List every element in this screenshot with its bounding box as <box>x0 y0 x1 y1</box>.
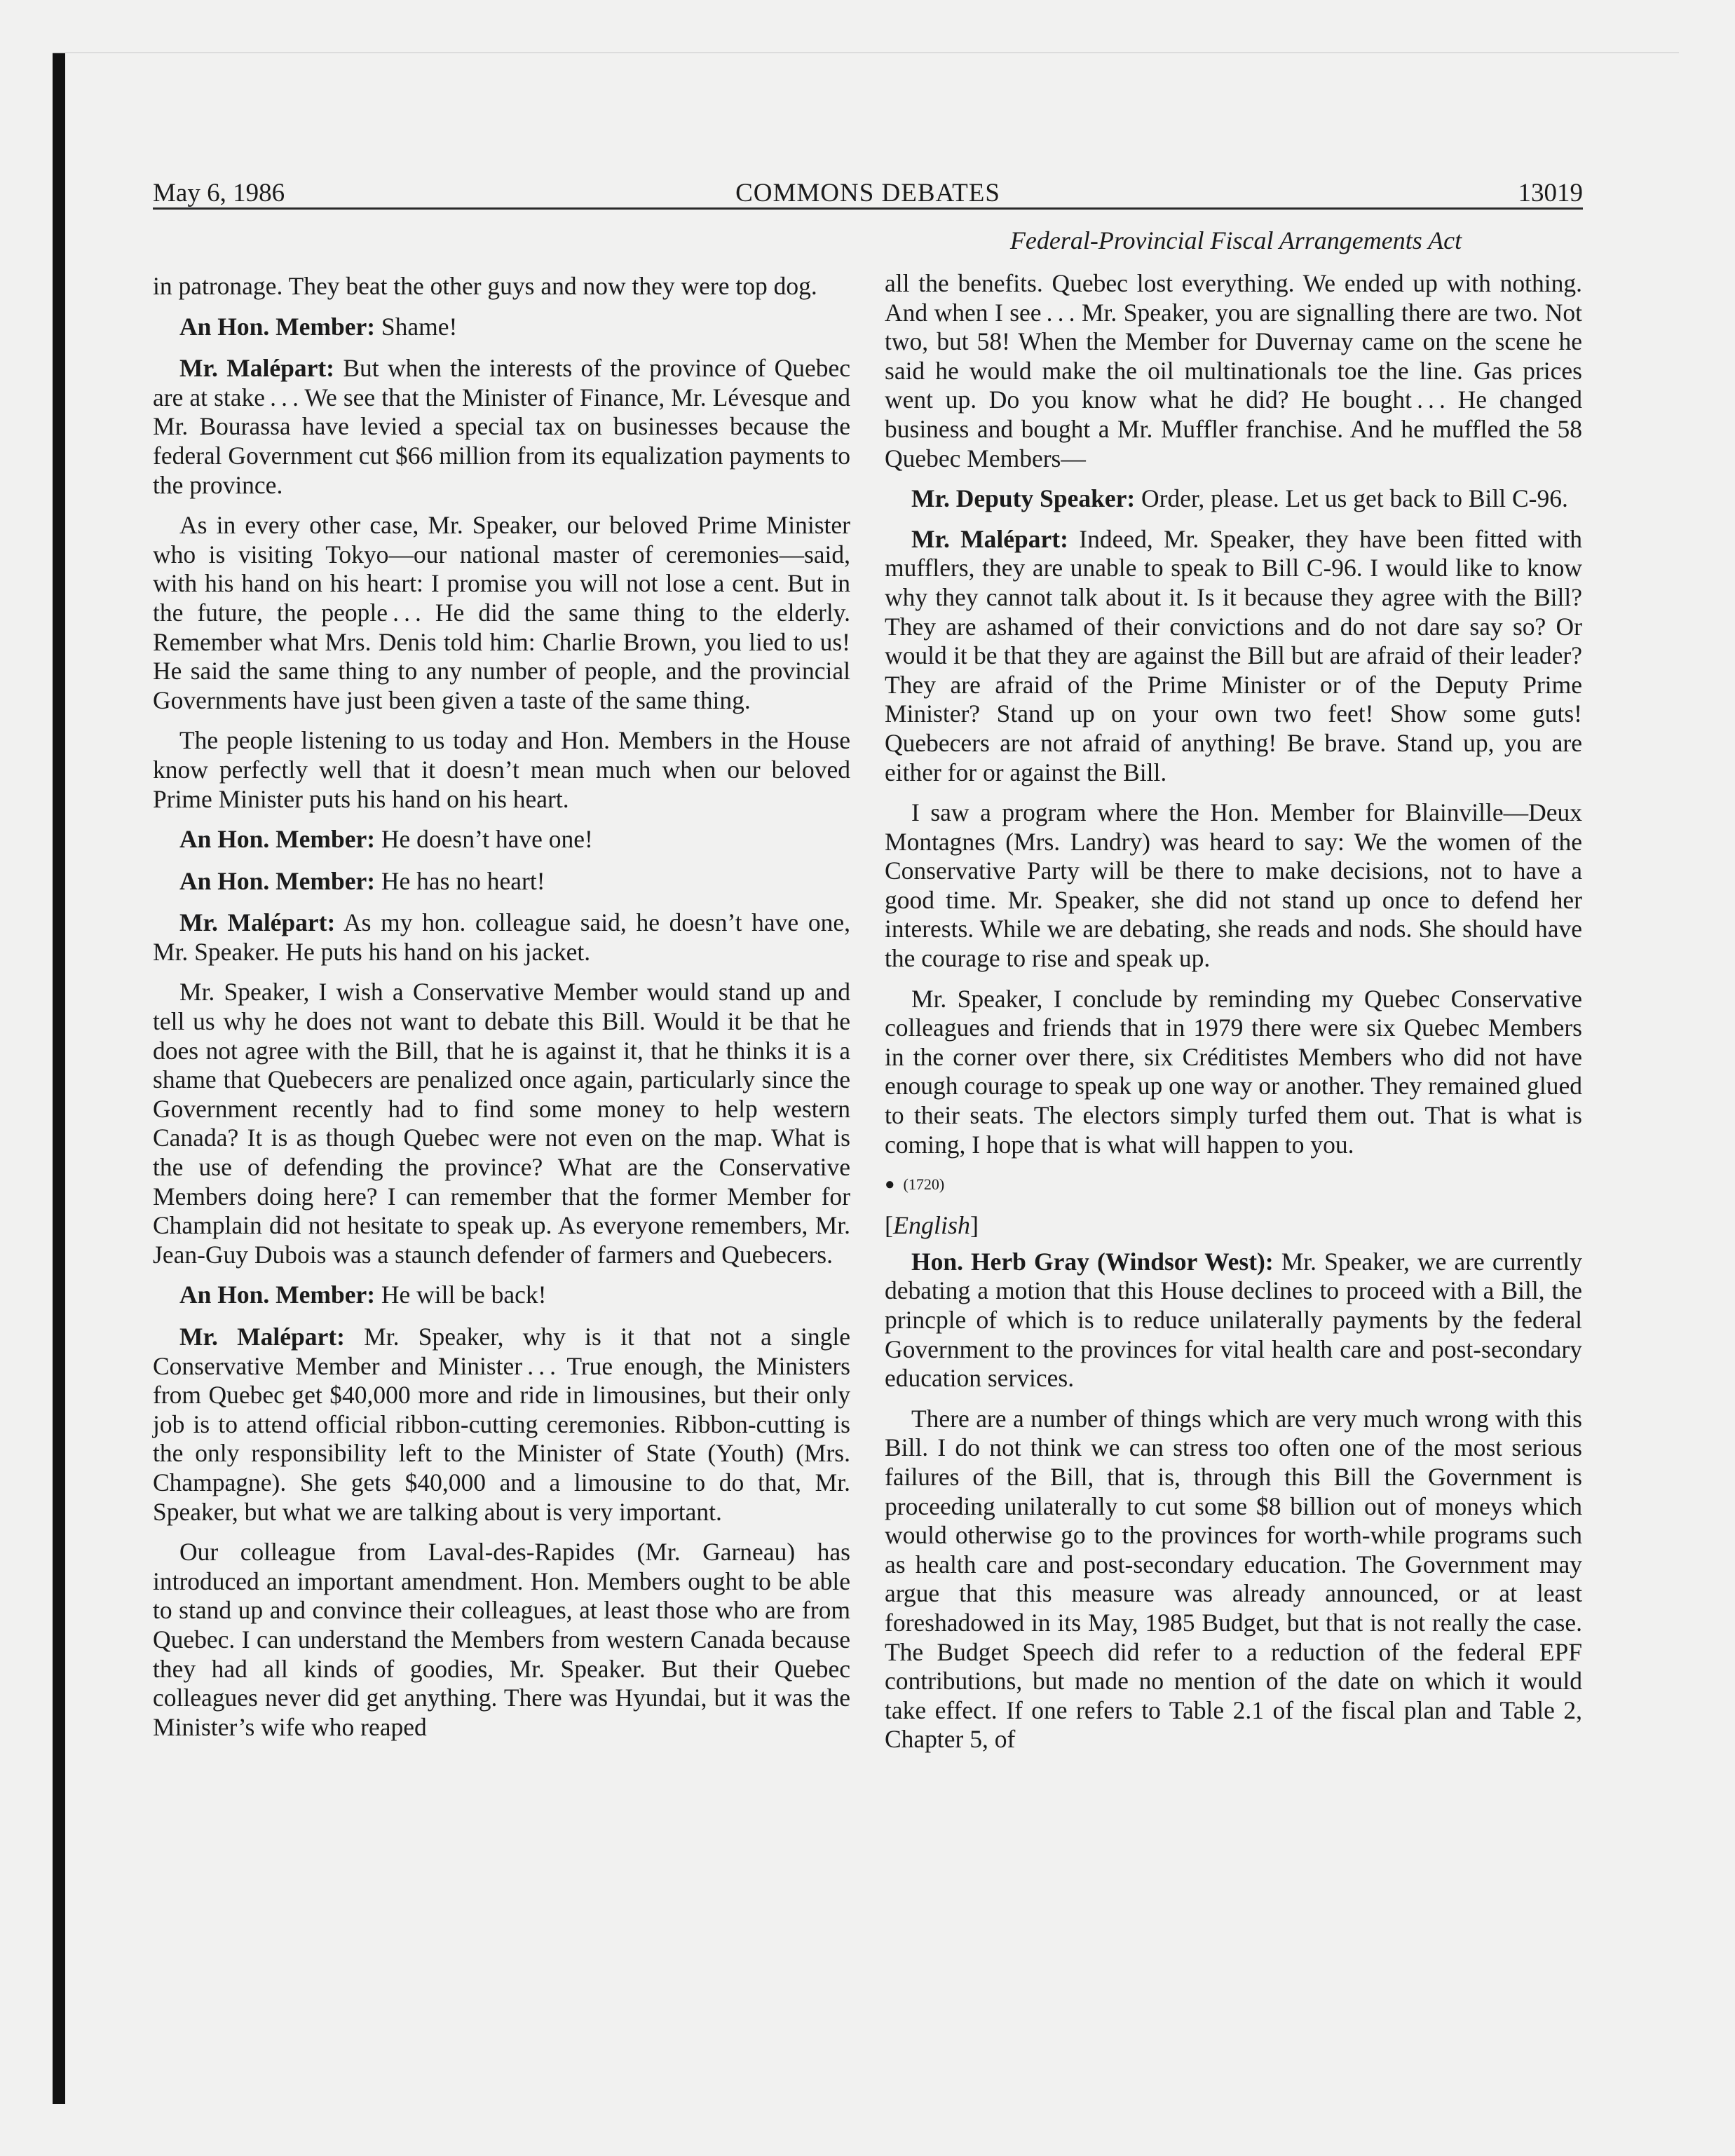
paragraph-text: There are a number of things which are very much wrong with this Bill. I do not think we can stress too often one of the most serious failures of the Bill, that is, through this Bill the Government is proceeding unilaterally to cut some $8 billion out of moneys which would otherwise go to the provinces for worth-while programs such as health care and post-secondary education. The Government may argue that this measure was already announced, or at least foreshadowed in its May, 1985 Budget, but that is not really the case. The Budget Speech did refer to a reduction of the federal EPF contributions, but made no mention of the date on which it would take effect. If one refers to Table 2.1 of the fiscal plan and Table 2, Chapter 5, of <box>885 1404 1582 1754</box>
paragraph-text: Mr. Speaker, I conclude by reminding my Quebec Conservative colleagues and friends that in 1979 there were six Quebec Members in the corner over there, six Créditistes Members who did not have enough courage to speak up one way or another. They remained glued to their seats. The electors simply turfed them out. That is what is coming, I hope that is what will happen to you. <box>885 984 1582 1159</box>
scan-top-edge <box>53 52 1679 53</box>
paragraph-text: Our colleague from Laval-des-Rapides (Mr. Garneau) has introduced an important amendment. Hon. Members ought to be able to stand up and convince their colleagues, at least those who are from Quebec. I can understand the Members from western Canada because they had all kinds of goodies, Mr. Speaker. But their Quebec colleagues never did get anything. There was Hyundai, but it was the Minister’s wife who reaped <box>153 1538 850 1741</box>
bullet-icon: ● <box>885 1175 895 1194</box>
paragraph-text: Mr. Speaker, I wish a Conservative Member would stand up and tell us why he does not want to debate this Bill. Would it be that he does not agree with the Bill, that he is against it, that he thinks it is a shame that Quebecers are penalized once again, particularly since the Government recently had to find some money to help western Canada? It is as though Quebec were not even on the map. What is the use of defending the province? What are the Conservative Members doing here? I can remember that the former Member for Champlain did not hesitate to speak up. As everyone remembers, Mr. Jean-Guy Dubois was a staunch defender of farmers and Quebecers. <box>153 978 850 1269</box>
paragraph <box>153 867 850 896</box>
speaker-name: Mr. Deputy Speaker: <box>911 484 1136 513</box>
speaker-name: Mr. Malépart: <box>179 908 336 937</box>
paragraph-text: Mr. Speaker, we are currently debating a motion that this House declines to proceed with a Bill, the princple of which is to reduce unilaterally payments by the federal Government to the provinces for vital health care and post-secondary education services. <box>885 1247 1582 1393</box>
speaker-name: Mr. Malépart: <box>179 354 334 383</box>
paragraph <box>885 525 1582 787</box>
paragraph <box>153 354 850 500</box>
speaker-name: An Hon. Member: <box>179 312 376 341</box>
open-bracket: [ <box>885 1211 893 1240</box>
paragraph <box>885 798 1582 974</box>
paragraph-text: As my hon. colleague said, he doesn’t have one, Mr. Speaker. He puts his hand on his jacket. <box>153 908 850 966</box>
speaker-name: An Hon. Member: <box>179 1281 376 1309</box>
close-bracket: ] <box>970 1211 979 1240</box>
header-date: May 6, 1986 <box>153 179 285 207</box>
paragraph <box>153 726 850 814</box>
speaker-name: An Hon. Member: <box>179 825 376 854</box>
paragraph <box>153 908 850 967</box>
paragraph-text: He doesn’t have one! <box>375 825 593 854</box>
time-marker-text: (1720) <box>903 1175 945 1194</box>
speaker-name: Hon. Herb Gray (Windsor West): <box>911 1247 1274 1276</box>
speaker-name: An Hon. Member: <box>179 866 376 895</box>
left-column <box>153 272 850 1753</box>
paragraph-text: Shame! <box>375 312 458 341</box>
paragraph <box>153 272 850 301</box>
paragraph-text: Indeed, Mr. Speaker, they have been fitted with mufflers, they are unable to speak to Bill C-96. I would like to know why they cannot talk about it. Is it because they agree with the Bill? They are ashamed of their convictions and do not dare say so? Or would it be that they are against the Bill but are afraid of their leader? They are afraid of the Prime Minister or of the Deputy Prime Minister? Stand up on your own two feet! Show some guts! Quebecers are not afraid of anything! Be brave. Stand up, you are either for or against the Bill. <box>885 524 1583 786</box>
page-header <box>153 175 1583 212</box>
language-tag-text: English <box>893 1211 971 1240</box>
paragraph <box>153 1538 850 1742</box>
right-column <box>885 269 1582 1766</box>
language-tag <box>885 1211 1582 1241</box>
paragraph-text: The people listening to us today and Hon. Members in the House know perfectly well that it doesn’t mean much when our beloved Prime Minister puts his hand on his heart. <box>153 726 850 813</box>
paragraph <box>885 484 1582 514</box>
speaker-name: Mr. Malépart: <box>911 524 1068 553</box>
paragraph <box>153 1323 850 1527</box>
paragraph <box>153 1281 850 1310</box>
header-rule <box>153 207 1583 210</box>
scan-binding-edge <box>53 52 65 2104</box>
paragraph-text: But when the interests of the province of Quebec are at stake . . . We see that the Minister of Finance, Mr. Lévesque and Mr. Bourassa have levied a special tax on businesses because the federal Government cut $66 million from its equalization payments to the province. <box>153 354 851 499</box>
paragraph <box>153 511 850 715</box>
paragraph-text: He has no heart! <box>375 866 545 895</box>
running-head: Federal-Provincial Fiscal Arrangements Act <box>1009 226 1462 254</box>
header-page-number: 13019 <box>1518 179 1583 207</box>
paragraph <box>885 1405 1582 1754</box>
header-title: COMMONS DEBATES <box>735 179 1000 207</box>
paragraph-text: As in every other case, Mr. Speaker, our beloved Prime Minister who is visiting Tokyo—our national master of ceremonies—said, with his hand on his heart: I promise you will not lose a cent. But in the future, the people . . . He did the same thing to the elderly. Remember what Mrs. Denis told him: Charlie Brown, you lied to us! He said the same thing to any number of people, and the provincial Governments have just been given a taste of the same thing. <box>153 511 850 714</box>
paragraph-text: Mr. Speaker, why is it that not a single Conservative Member and Minister . . . True enough, the Ministers from Quebec get $40,000 more and ride in limousines, but their only job is to attend official ribbon-cutting ceremonies. Ribbon-cutting is the only responsibility left to the Minister of State (Youth) (Mrs. Champagne). She gets $40,000 and a limousine to do that, Mr. Speaker, but what we are talking about is very important. <box>153 1323 850 1526</box>
paragraph-text: I saw a program where the Hon. Member for Blainville—Deux Montagnes (Mrs. Landry) was heard to say: We the women of the Conservative Party will be there to make decisions, not to have a good time. Mr. Speaker, she did not stand up once to defend her interests. While we are debating, she reads and nods. She should have the courage to rise and speak up. <box>885 798 1582 973</box>
paragraph-text: in patronage. They beat the other guys and now they were top dog. <box>153 272 817 300</box>
paragraph <box>885 269 1582 473</box>
paragraph <box>153 978 850 1269</box>
paragraph-text: He will be back! <box>375 1281 547 1309</box>
time-marker <box>885 1171 1582 1199</box>
paragraph-text: all the benefits. Quebec lost everything. We ended up with nothing. And when I see . . . Mr. Speaker, you are signalling there are two. Not two, but 58! When the Member for Duvernay came on the scene he said he would make the oil multinationals toe the line. Gas prices went up. Do you know what he did? He bought . . . He changed business and bought a Mr. Muffler franchise. And he muffled the 58 Quebec Members— <box>885 269 1582 472</box>
paragraph-text: Order, please. Let us get back to Bill C-96. <box>1135 484 1568 513</box>
paragraph <box>153 313 850 342</box>
paragraph <box>885 1248 1582 1393</box>
speaker-name: Mr. Malépart: <box>179 1323 345 1351</box>
paragraph <box>885 985 1582 1160</box>
paragraph <box>153 825 850 854</box>
